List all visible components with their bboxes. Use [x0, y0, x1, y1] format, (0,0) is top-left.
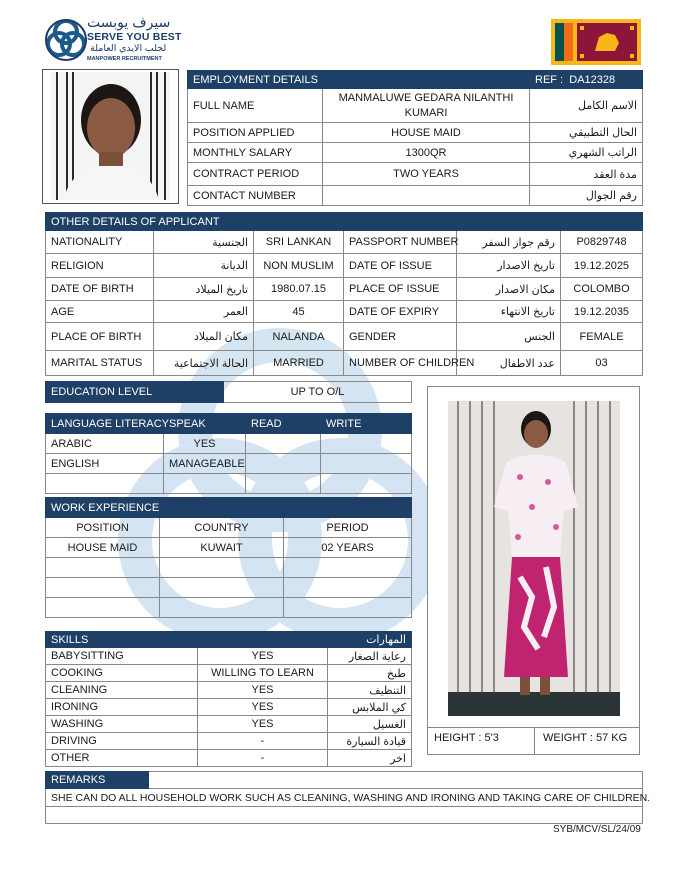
- language-empty-cell: [246, 474, 321, 494]
- education-level-value: UP TO O/L: [224, 382, 412, 403]
- gender-value: FEMALE: [561, 323, 643, 351]
- skill-ironing-arabic: كي الملابس: [328, 699, 412, 716]
- place-of-birth-arabic: مكان الميلاد: [154, 323, 254, 351]
- arabic-speak: YES: [164, 434, 246, 454]
- full-body-photo: [427, 386, 640, 755]
- marital-status-label: MARITAL STATUS: [46, 351, 154, 376]
- remarks-header-spacer: [149, 772, 643, 789]
- full-name-arabic: الاسم الكامل: [530, 89, 643, 123]
- monthly-salary-arabic: الراتب الشهري: [530, 143, 643, 163]
- date-of-expiry-label: DATE OF EXPIRY: [344, 301, 457, 323]
- language-arabic: ARABIC: [46, 434, 164, 454]
- date-of-expiry-value: 19.12.2035: [561, 301, 643, 323]
- place-of-issue-arabic: مكان الاصدار: [457, 278, 561, 301]
- full-name-label: FULL NAME: [188, 89, 323, 123]
- education-level-label: EDUCATION LEVEL: [46, 382, 224, 403]
- work-experience-table: [45, 497, 412, 618]
- skill-babysitting-label: BABYSITTING: [46, 648, 198, 665]
- skills-header-arabic: المهارات: [328, 632, 412, 648]
- marital-status-value: MARRIED: [254, 351, 344, 376]
- date-of-birth-value: 1980.07.15: [254, 278, 344, 301]
- logo-english-name: SERVE YOU BEST: [87, 31, 182, 43]
- language-empty-cell: [46, 474, 164, 494]
- work-country-value: KUWAIT: [160, 538, 284, 558]
- monthly-salary-value: 1300QR: [323, 143, 530, 163]
- skill-cooking-arabic: طبخ: [328, 665, 412, 682]
- skill-ironing-value: YES: [198, 699, 328, 716]
- skill-babysitting-arabic: رعاية الصغار: [328, 648, 412, 665]
- skill-washing-value: YES: [198, 716, 328, 733]
- contract-period-label: CONTRACT PERIOD: [188, 163, 323, 186]
- contract-period-value: TWO YEARS: [323, 163, 530, 186]
- logo-tagline: MANPOWER RECRUITMENT: [87, 56, 162, 62]
- language-empty-cell: [164, 474, 246, 494]
- period-column-header: PERIOD: [284, 518, 412, 538]
- other-details-header: OTHER DETAILS OF APPLICANT: [46, 213, 643, 231]
- language-english: ENGLISH: [46, 454, 164, 474]
- date-of-issue-label: DATE OF ISSUE: [344, 254, 457, 278]
- language-literacy-header: LANGUAGE LITERACY: [46, 414, 164, 434]
- religion-label: RELIGION: [46, 254, 154, 278]
- remarks-header: REMARKS: [46, 772, 149, 789]
- skill-washing-arabic: الغسيل: [328, 716, 412, 733]
- religion-value: NON MUSLIM: [254, 254, 344, 278]
- weight-value: WEIGHT : 57 KG: [535, 727, 639, 755]
- place-of-issue-value: COLOMBO: [561, 278, 643, 301]
- speak-header: SPEAK: [164, 414, 246, 434]
- age-arabic: العمر: [154, 301, 254, 323]
- logo-arabic-subtitle: لجلب الايدي العاملة: [90, 43, 167, 54]
- skill-ironing-label: IRONING: [46, 699, 198, 716]
- english-write: [321, 454, 412, 474]
- position-applied-value: HOUSE MAID: [323, 123, 530, 143]
- work-empty-cell: [160, 578, 284, 598]
- education-level-table: [45, 381, 412, 403]
- full-name-value: MANMALUWE GEDARA NILANTHI KUMARI: [323, 89, 530, 123]
- age-label: AGE: [46, 301, 154, 323]
- passport-number-arabic: رقم جواز السفر: [457, 231, 561, 254]
- work-empty-cell: [160, 558, 284, 578]
- read-header: READ: [246, 414, 321, 434]
- nationality-value: SRI LANKAN: [254, 231, 344, 254]
- work-empty-cell: [284, 598, 412, 618]
- contact-number-arabic: رقم الجوال: [530, 186, 643, 206]
- other-details-table: [45, 212, 643, 376]
- contract-period-arabic: مدة العقد: [530, 163, 643, 186]
- skill-driving-arabic: قيادة السيارة: [328, 733, 412, 750]
- skill-other-label: OTHER: [46, 750, 198, 767]
- language-empty-cell: [321, 474, 412, 494]
- skill-cleaning-label: CLEANING: [46, 682, 198, 699]
- english-speak: MANAGEABLE: [164, 454, 246, 474]
- skill-cleaning-arabic: التنظيف: [328, 682, 412, 699]
- remarks-table: [45, 771, 651, 824]
- employment-details-header: EMPLOYMENT DETAILS: [188, 71, 530, 89]
- position-applied-arabic: الحال التطبيقي: [530, 123, 643, 143]
- date-of-issue-arabic: تاريخ الاصدار: [457, 254, 561, 278]
- place-of-issue-label: PLACE OF ISSUE: [344, 278, 457, 301]
- date-of-birth-label: DATE OF BIRTH: [46, 278, 154, 301]
- skill-cooking-value: WILLING TO LEARN: [198, 665, 328, 682]
- ref-value: DA12328: [569, 73, 616, 86]
- sri-lanka-flag-icon: [551, 19, 641, 65]
- number-of-children-arabic: عدد الاطفال: [457, 351, 561, 376]
- contact-number-value: [323, 186, 530, 206]
- gender-label: GENDER: [344, 323, 457, 351]
- remarks-empty-row: [46, 807, 643, 824]
- skill-other-arabic: اخر: [328, 750, 412, 767]
- work-empty-cell: [160, 598, 284, 618]
- date-of-expiry-arabic: تاريخ الانتهاء: [457, 301, 561, 323]
- contact-number-label: CONTACT NUMBER: [188, 186, 323, 206]
- work-empty-cell: [284, 578, 412, 598]
- ref-cell: [530, 71, 643, 89]
- gender-arabic: الجنس: [457, 323, 561, 351]
- language-literacy-table: [45, 413, 412, 494]
- skills-table: [45, 631, 412, 767]
- position-applied-label: POSITION APPLIED: [188, 123, 323, 143]
- number-of-children-label: NUMBER OF CHILDREN: [344, 351, 457, 376]
- work-empty-cell: [46, 578, 160, 598]
- date-of-birth-arabic: تاريخ الميلاد: [154, 278, 254, 301]
- work-empty-cell: [284, 558, 412, 578]
- work-empty-cell: [46, 558, 160, 578]
- ref-label: REF :: [535, 73, 564, 86]
- english-read: [246, 454, 321, 474]
- monthly-salary-label: MONTHLY SALARY: [188, 143, 323, 163]
- arabic-write: [321, 434, 412, 454]
- skill-babysitting-value: YES: [198, 648, 328, 665]
- marital-status-arabic: الحالة الاجتماعية: [154, 351, 254, 376]
- write-header: WRITE: [321, 414, 412, 434]
- skill-cleaning-value: YES: [198, 682, 328, 699]
- employment-details-table: [187, 70, 643, 206]
- nationality-arabic: الجنسية: [154, 231, 254, 254]
- place-of-birth-value: NALANDA: [254, 323, 344, 351]
- height-value: HEIGHT : 5'3: [428, 727, 535, 755]
- skill-washing-label: WASHING: [46, 716, 198, 733]
- logo-arabic-name: سيرف يوبست: [87, 14, 171, 30]
- remarks-text: SHE CAN DO ALL HOUSEHOLD WORK SUCH AS CLEANING, WASHING AND IRONING AND TAKING CARE OF CHILDREN.: [46, 789, 643, 807]
- age-value: 45: [254, 301, 344, 323]
- passport-number-value: P0829748: [561, 231, 643, 254]
- work-period-value: 02 YEARS: [284, 538, 412, 558]
- arabic-read: [246, 434, 321, 454]
- passport-number-label: PASSPORT NUMBER: [344, 231, 457, 254]
- portrait-photo: [42, 69, 179, 204]
- religion-arabic: الديانة: [154, 254, 254, 278]
- work-empty-cell: [46, 598, 160, 618]
- skills-header: SKILLS: [46, 632, 328, 648]
- country-column-header: COUNTRY: [160, 518, 284, 538]
- place-of-birth-label: PLACE OF BIRTH: [46, 323, 154, 351]
- work-position-value: HOUSE MAID: [46, 538, 160, 558]
- nationality-label: NATIONALITY: [46, 231, 154, 254]
- skill-cooking-label: COOKING: [46, 665, 198, 682]
- number-of-children-value: 03: [561, 351, 643, 376]
- position-column-header: POSITION: [46, 518, 160, 538]
- skill-driving-value: -: [198, 733, 328, 750]
- date-of-issue-value: 19.12.2025: [561, 254, 643, 278]
- document-code: SYB/MCV/SL/24/09: [553, 824, 641, 835]
- skill-driving-label: DRIVING: [46, 733, 198, 750]
- work-experience-header: WORK EXPERIENCE: [46, 498, 412, 518]
- skill-other-value: -: [198, 750, 328, 767]
